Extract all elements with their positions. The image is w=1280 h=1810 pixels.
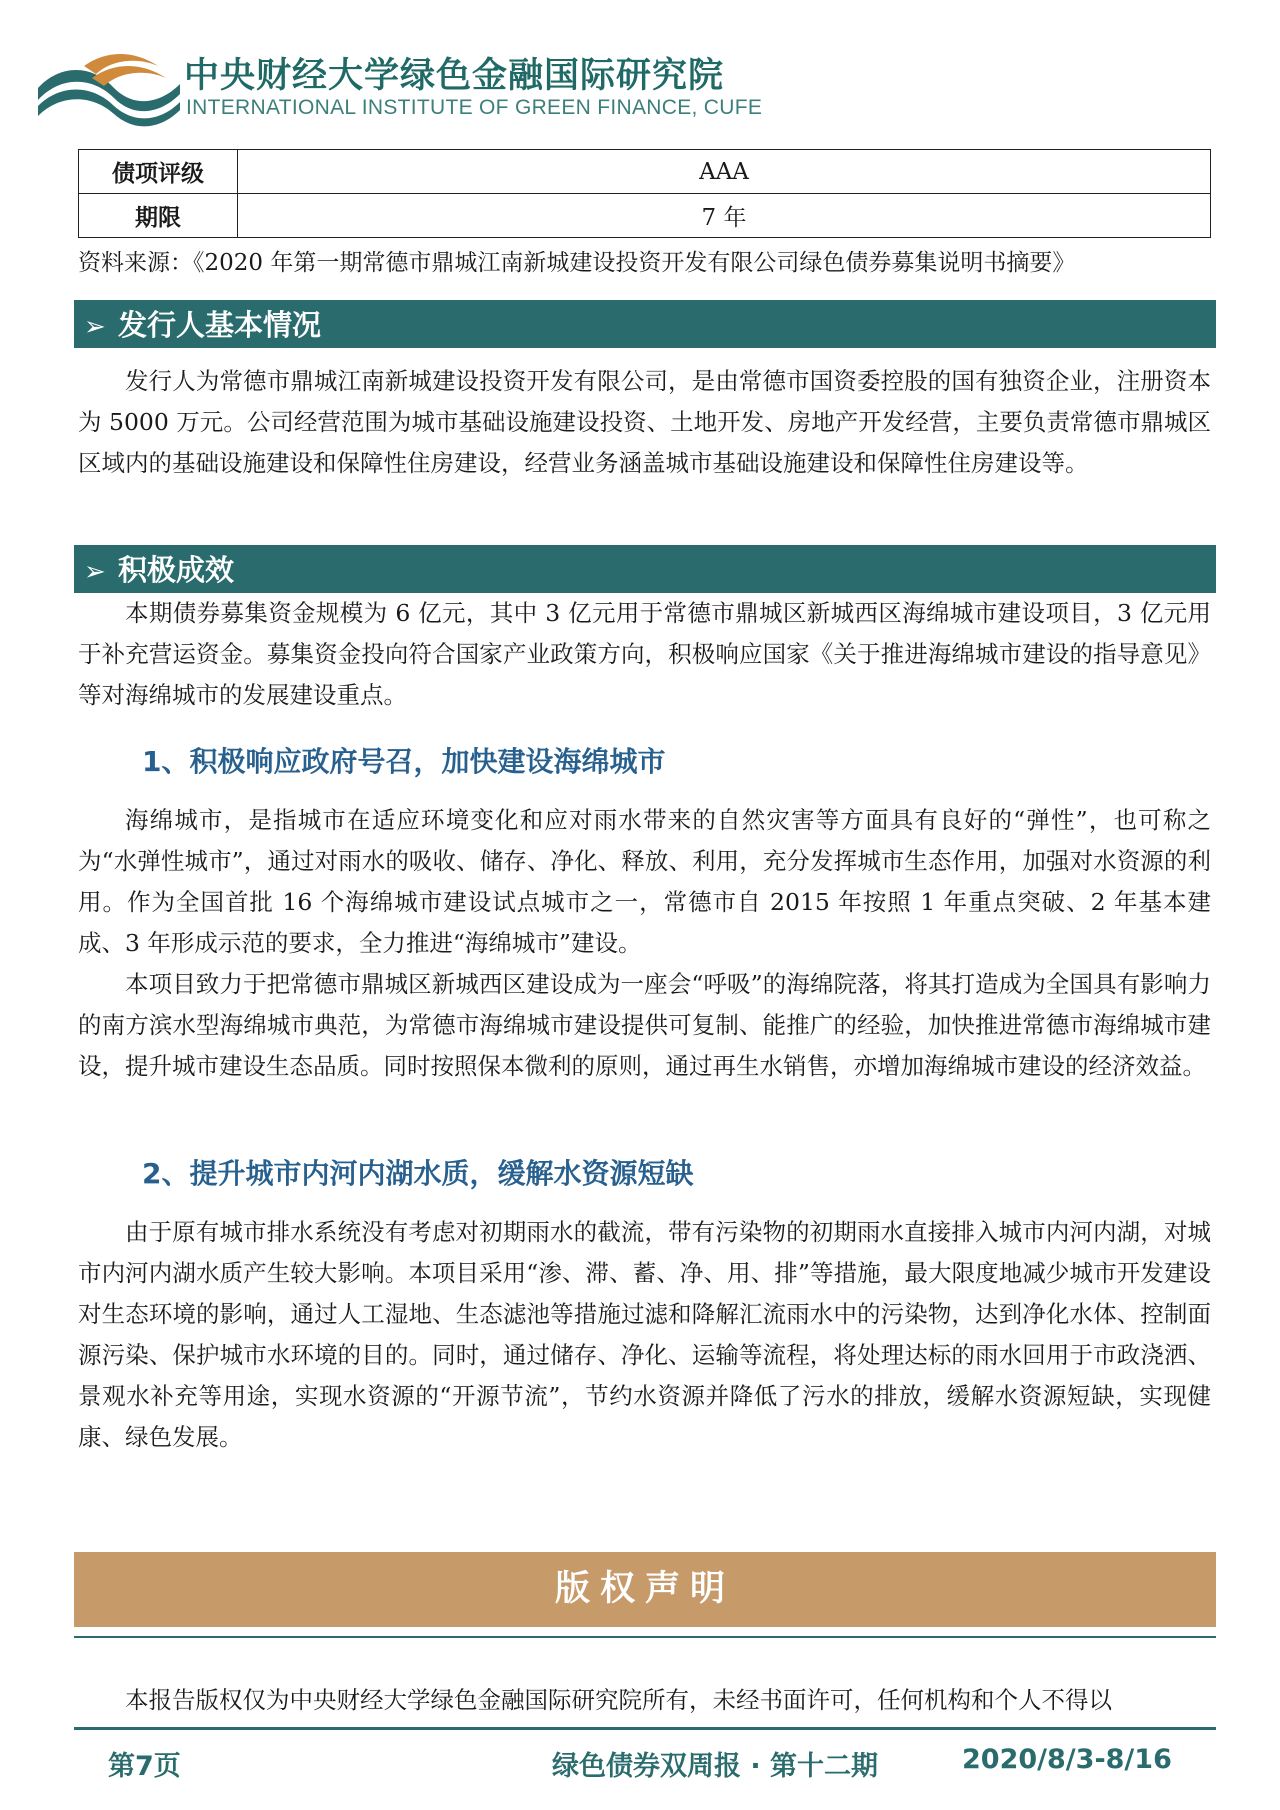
effects-intro-paragraph: 本期债券募集资金规模为 6 亿元，其中 3 亿元用于常德市鼎城区新城西区海绵城市建设项目，3 亿元用于补充营运资金。募集资金投向符合国家产业政策方向，积极响应国家《关于推进海绵城市建设的指导意见》等对海绵城市的发展建设重点。	[78, 599, 1211, 709]
table-value-cell: AAA	[238, 150, 1211, 194]
page-number: 第7页	[108, 1751, 181, 1782]
section-title: 发行人基本情况	[118, 308, 322, 342]
copyright-paragraph: 本报告版权仅为中央财经大学绿色金融国际研究院所有，未经书面许可，任何机构和个人不得以	[125, 1686, 1112, 1714]
subheading-sponge-city: 1、积极响应政府号召，加快建设海绵城市	[142, 745, 666, 778]
section-title: 积极成效	[118, 553, 235, 587]
water-quality-paragraph: 由于原有城市排水系统没有考虑对初期雨水的截流，带有污染物的初期雨水直接排入城市内河内湖，对城市内河内湖水质产生较大影响。本项目采用“渗、滞、蓄、净、用、排”等措施，最大限度地减少城市开发建设对生态环境的影响，通过人工湿地、生态滤池等措施过滤和降解汇流雨水中的污染物，达到净化水体、控制面源污染、保护城市水环境的目的。同时，通过储存、净化、运输等流程，将处理达标的雨水回用于市政浇洒、景观水补充等用途，实现水资源的“开源节流”，节约水资源并降低了污水的排放，缓解水资源短缺，实现健康、绿色发展。	[78, 1218, 1211, 1451]
section-header-issuer	[74, 300, 1216, 348]
publication-name: 绿色债券双周报 · 第十二期	[552, 1751, 879, 1782]
issue-date-range: 2020/8/3-8/16	[962, 1744, 1172, 1775]
copyright-header: 版权声明	[74, 1552, 1216, 1627]
divider	[74, 1636, 1216, 1638]
institute-name-en: INTERNATIONAL INSTITUTE OF GREEN FINANCE, CUFE	[186, 96, 763, 119]
institute-name-cn: 中央财经大学绿色金融国际研究院	[184, 56, 725, 96]
source-note: 资料来源：《2020 年第一期常德市鼎城江南新城建设投资开发有限公司绿色债券募集说明书摘要》	[78, 250, 1076, 276]
arrow-right-icon: ➢	[84, 557, 106, 587]
table-key-cell: 债项评级	[79, 150, 238, 194]
table-row	[79, 150, 1211, 194]
bond-info-table	[78, 149, 1211, 238]
table-row	[79, 194, 1211, 238]
section-header-effects	[74, 545, 1216, 593]
subheading-water-quality: 2、提升城市内河内湖水质，缓解水资源短缺	[142, 1157, 694, 1190]
arrow-right-icon: ➢	[84, 312, 106, 342]
footer-divider	[74, 1727, 1216, 1730]
page-header	[34, 44, 794, 134]
table-value-cell: 7 年	[238, 194, 1211, 238]
sponge-city-paragraph-1: 海绵城市，是指城市在适应环境变化和应对雨水带来的自然灾害等方面具有良好的“弹性”，也可称之为“水弹性城市”，通过对雨水的吸收、储存、净化、释放、利用，充分发挥城市生态作用，加强对水资源的利用。作为全国首批 16 个海绵城市建设试点城市之一，常德市自 2015 年按照 1 年重点突破、2 年基本建成、3 年形成示范的要求，全力推进“海绵城市”建设。	[78, 806, 1211, 957]
sponge-city-paragraph-2: 本项目致力于把常德市鼎城区新城西区建设成为一座会“呼吸”的海绵院落，将其打造成为全国具有影响力的南方滨水型海绵城市典范，为常德市海绵城市建设提供可复制、能推广的经验，加快推进常德市海绵城市建设，提升城市建设生态品质。同时按照保本微利的原则，通过再生水销售，亦增加海绵城市建设的经济效益。	[78, 970, 1211, 1080]
issuer-paragraph: 发行人为常德市鼎城江南新城建设投资开发有限公司，是由常德市国资委控股的国有独资企业，注册资本为 5000 万元。公司经营范围为城市基础设施建设投资、土地开发、房地产开发经营，主要负责常德市鼎城区区域内的基础设施建设和保障性住房建设，经营业务涵盖城市基础设施建设和保障性住房建设等。	[78, 367, 1211, 477]
iigf-logo-icon	[34, 44, 184, 134]
table-key-cell: 期限	[79, 194, 238, 238]
